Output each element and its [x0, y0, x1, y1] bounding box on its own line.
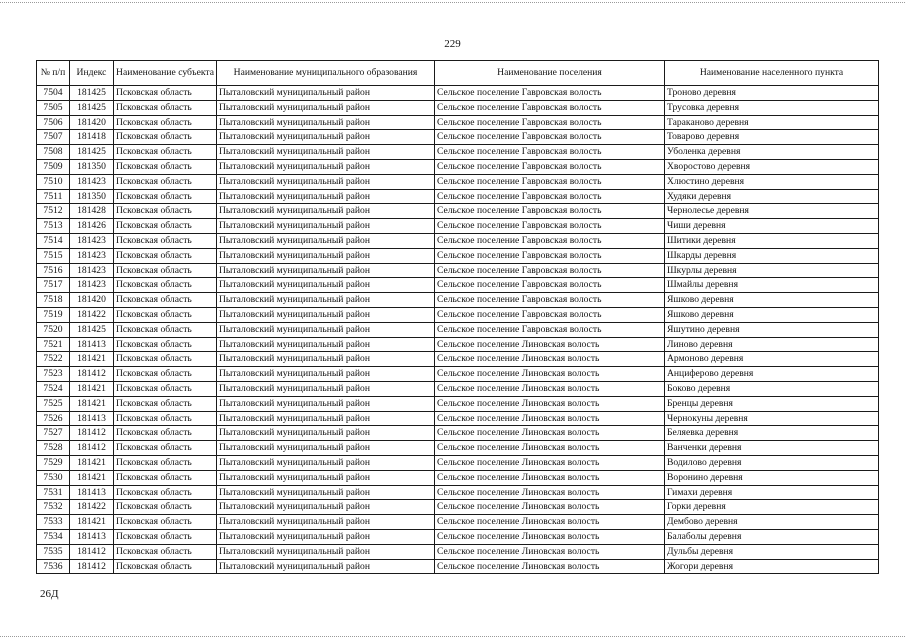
cell-locality: Дембово деревня [665, 515, 879, 530]
cell-subject: Псковская область [114, 352, 217, 367]
cell-number: 7526 [37, 411, 70, 426]
cell-subject: Псковская область [114, 367, 217, 382]
cell-settlement: Сельское поселение Гавровская волость [435, 293, 665, 308]
cell-number: 7534 [37, 529, 70, 544]
cell-number: 7510 [37, 174, 70, 189]
cell-municipality: Пыталовский муниципальный район [217, 219, 435, 234]
cell-municipality: Пыталовский муниципальный район [217, 485, 435, 500]
cell-locality: Чернокуны деревня [665, 411, 879, 426]
cell-number: 7504 [37, 86, 70, 101]
cell-municipality: Пыталовский муниципальный район [217, 307, 435, 322]
cell-municipality: Пыталовский муниципальный район [217, 411, 435, 426]
col-header-index: Индекс [70, 61, 114, 86]
cell-number: 7532 [37, 500, 70, 515]
cell-locality: Шкарды деревня [665, 248, 879, 263]
cell-subject: Псковская область [114, 322, 217, 337]
cell-settlement: Сельское поселение Гавровская волость [435, 130, 665, 145]
cell-index: 181420 [70, 115, 114, 130]
cell-subject: Псковская область [114, 278, 217, 293]
cell-locality: Уболенка деревня [665, 145, 879, 160]
cell-index: 181412 [70, 441, 114, 456]
cell-municipality: Пыталовский муниципальный район [217, 86, 435, 101]
table-row [37, 159, 879, 174]
cell-subject: Псковская область [114, 515, 217, 530]
cell-number: 7535 [37, 544, 70, 559]
cell-index: 181413 [70, 485, 114, 500]
cell-settlement: Сельское поселение Гавровская волость [435, 115, 665, 130]
cell-municipality: Пыталовский муниципальный район [217, 174, 435, 189]
cell-municipality: Пыталовский муниципальный район [217, 381, 435, 396]
cell-settlement: Сельское поселение Линовская волость [435, 441, 665, 456]
cell-subject: Псковская область [114, 189, 217, 204]
cell-number: 7530 [37, 470, 70, 485]
cell-number: 7518 [37, 293, 70, 308]
cell-municipality: Пыталовский муниципальный район [217, 559, 435, 574]
cell-settlement: Сельское поселение Линовская волость [435, 352, 665, 367]
cell-subject: Псковская область [114, 100, 217, 115]
cell-subject: Псковская область [114, 470, 217, 485]
cell-municipality: Пыталовский муниципальный район [217, 233, 435, 248]
table-row [37, 529, 879, 544]
cell-locality: Водилово деревня [665, 455, 879, 470]
cell-locality: Боково деревня [665, 381, 879, 396]
cell-settlement: Сельское поселение Гавровская волость [435, 159, 665, 174]
cell-locality: Яшутино деревня [665, 322, 879, 337]
table-row [37, 293, 879, 308]
cell-settlement: Сельское поселение Гавровская волость [435, 204, 665, 219]
table-row [37, 115, 879, 130]
cell-locality: Балаболы деревня [665, 529, 879, 544]
cell-municipality: Пыталовский муниципальный район [217, 515, 435, 530]
cell-number: 7522 [37, 352, 70, 367]
cell-municipality: Пыталовский муниципальный район [217, 470, 435, 485]
table-row [37, 352, 879, 367]
cell-subject: Псковская область [114, 441, 217, 456]
cell-number: 7517 [37, 278, 70, 293]
cell-municipality: Пыталовский муниципальный район [217, 529, 435, 544]
cell-number: 7525 [37, 396, 70, 411]
cell-locality: Тараканово деревня [665, 115, 879, 130]
cell-locality: Хлюстино деревня [665, 174, 879, 189]
cell-index: 181418 [70, 130, 114, 145]
cell-settlement: Сельское поселение Линовская волость [435, 500, 665, 515]
table-row [37, 100, 879, 115]
cell-settlement: Сельское поселение Гавровская волость [435, 145, 665, 160]
cell-number: 7513 [37, 219, 70, 234]
cell-subject: Псковская область [114, 159, 217, 174]
cell-subject: Псковская область [114, 337, 217, 352]
table-row [37, 337, 879, 352]
cell-municipality: Пыталовский муниципальный район [217, 544, 435, 559]
table-row [37, 515, 879, 530]
table-row [37, 367, 879, 382]
cell-number: 7505 [37, 100, 70, 115]
cell-subject: Псковская область [114, 86, 217, 101]
cell-locality: Чиши деревня [665, 219, 879, 234]
cell-subject: Псковская область [114, 544, 217, 559]
cell-settlement: Сельское поселение Линовская волость [435, 485, 665, 500]
cell-settlement: Сельское поселение Линовская волость [435, 559, 665, 574]
cell-settlement: Сельское поселение Гавровская волость [435, 248, 665, 263]
cell-settlement: Сельское поселение Линовская волость [435, 337, 665, 352]
cell-locality: Чернолесье деревня [665, 204, 879, 219]
cell-locality: Бренцы деревня [665, 396, 879, 411]
cell-subject: Псковская область [114, 426, 217, 441]
cell-number: 7520 [37, 322, 70, 337]
table-row [37, 470, 879, 485]
cell-municipality: Пыталовский муниципальный район [217, 455, 435, 470]
cell-locality: Худяки деревня [665, 189, 879, 204]
cell-locality: Гимахи деревня [665, 485, 879, 500]
cell-index: 181423 [70, 263, 114, 278]
cell-number: 7507 [37, 130, 70, 145]
cell-locality: Шмайлы деревня [665, 278, 879, 293]
cell-subject: Псковская область [114, 219, 217, 234]
cell-locality: Горки деревня [665, 500, 879, 515]
cell-index: 181422 [70, 500, 114, 515]
cell-locality: Армоново деревня [665, 352, 879, 367]
cell-settlement: Сельское поселение Линовская волость [435, 529, 665, 544]
cell-settlement: Сельское поселение Гавровская волость [435, 307, 665, 322]
cell-number: 7508 [37, 145, 70, 160]
cell-settlement: Сельское поселение Линовская волость [435, 470, 665, 485]
cell-municipality: Пыталовский муниципальный район [217, 204, 435, 219]
settlements-table [36, 60, 879, 574]
cell-subject: Псковская область [114, 145, 217, 160]
cell-municipality: Пыталовский муниципальный район [217, 367, 435, 382]
table-row [37, 145, 879, 160]
table-row [37, 455, 879, 470]
cell-municipality: Пыталовский муниципальный район [217, 145, 435, 160]
cell-locality: Беляевка деревня [665, 426, 879, 441]
table-row [37, 426, 879, 441]
cell-settlement: Сельское поселение Гавровская волость [435, 322, 665, 337]
cell-municipality: Пыталовский муниципальный район [217, 500, 435, 515]
cell-locality: Троново деревня [665, 86, 879, 101]
cell-municipality: Пыталовский муниципальный район [217, 293, 435, 308]
cell-settlement: Сельское поселение Гавровская волость [435, 189, 665, 204]
cell-index: 181426 [70, 219, 114, 234]
cell-number: 7528 [37, 441, 70, 456]
cell-index: 181413 [70, 411, 114, 426]
cell-number: 7519 [37, 307, 70, 322]
cell-index: 181425 [70, 145, 114, 160]
cell-municipality: Пыталовский муниципальный район [217, 248, 435, 263]
cell-settlement: Сельское поселение Гавровская волость [435, 100, 665, 115]
cell-index: 181423 [70, 248, 114, 263]
cell-subject: Псковская область [114, 500, 217, 515]
cell-index: 181425 [70, 100, 114, 115]
table-row [37, 322, 879, 337]
cell-index: 181422 [70, 307, 114, 322]
cell-municipality: Пыталовский муниципальный район [217, 100, 435, 115]
cell-index: 181421 [70, 396, 114, 411]
table-row [37, 441, 879, 456]
cell-index: 181423 [70, 278, 114, 293]
cell-number: 7529 [37, 455, 70, 470]
cell-municipality: Пыталовский муниципальный район [217, 322, 435, 337]
cell-subject: Псковская область [114, 263, 217, 278]
scan-edge-bottom [0, 636, 905, 637]
cell-index: 181421 [70, 352, 114, 367]
cell-number: 7521 [37, 337, 70, 352]
cell-municipality: Пыталовский муниципальный район [217, 337, 435, 352]
table-row [37, 86, 879, 101]
table-row [37, 219, 879, 234]
cell-index: 181412 [70, 367, 114, 382]
cell-municipality: Пыталовский муниципальный район [217, 189, 435, 204]
cell-municipality: Пыталовский муниципальный район [217, 441, 435, 456]
cell-number: 7511 [37, 189, 70, 204]
cell-locality: Дульбы деревня [665, 544, 879, 559]
cell-settlement: Сельское поселение Гавровская волость [435, 263, 665, 278]
cell-locality: Шкурлы деревня [665, 263, 879, 278]
cell-municipality: Пыталовский муниципальный район [217, 130, 435, 145]
table-row [37, 189, 879, 204]
cell-index: 181413 [70, 337, 114, 352]
cell-index: 181428 [70, 204, 114, 219]
cell-locality: Жогори деревня [665, 559, 879, 574]
cell-locality: Трусовка деревня [665, 100, 879, 115]
cell-index: 181425 [70, 322, 114, 337]
cell-subject: Псковская область [114, 293, 217, 308]
cell-settlement: Сельское поселение Гавровская волость [435, 86, 665, 101]
cell-index: 181421 [70, 455, 114, 470]
scan-edge-top [0, 2, 905, 3]
cell-subject: Псковская область [114, 204, 217, 219]
table-row [37, 500, 879, 515]
cell-number: 7531 [37, 485, 70, 500]
cell-index: 181412 [70, 559, 114, 574]
cell-number: 7509 [37, 159, 70, 174]
cell-subject: Псковская область [114, 396, 217, 411]
cell-subject: Псковская область [114, 130, 217, 145]
cell-municipality: Пыталовский муниципальный район [217, 159, 435, 174]
cell-settlement: Сельское поселение Гавровская волость [435, 174, 665, 189]
cell-subject: Псковская область [114, 529, 217, 544]
cell-index: 181423 [70, 174, 114, 189]
page-number: 229 [444, 38, 461, 50]
cell-municipality: Пыталовский муниципальный район [217, 263, 435, 278]
table-row [37, 544, 879, 559]
footer-code: 26Д [40, 588, 59, 600]
table-row [37, 307, 879, 322]
cell-settlement: Сельское поселение Линовская волость [435, 426, 665, 441]
cell-number: 7524 [37, 381, 70, 396]
cell-number: 7516 [37, 263, 70, 278]
cell-subject: Псковская область [114, 233, 217, 248]
cell-settlement: Сельское поселение Гавровская волость [435, 233, 665, 248]
cell-subject: Псковская область [114, 411, 217, 426]
cell-index: 181350 [70, 159, 114, 174]
cell-index: 181413 [70, 529, 114, 544]
cell-municipality: Пыталовский муниципальный район [217, 396, 435, 411]
cell-locality: Яшково деревня [665, 307, 879, 322]
table-row [37, 130, 879, 145]
cell-number: 7506 [37, 115, 70, 130]
cell-number: 7523 [37, 367, 70, 382]
cell-settlement: Сельское поселение Линовская волость [435, 396, 665, 411]
col-header-municipality: Наименование муниципального образования [217, 61, 435, 86]
table-row [37, 396, 879, 411]
cell-municipality: Пыталовский муниципальный район [217, 352, 435, 367]
cell-subject: Псковская область [114, 381, 217, 396]
cell-subject: Псковская область [114, 455, 217, 470]
table-row [37, 381, 879, 396]
cell-settlement: Сельское поселение Линовская волость [435, 411, 665, 426]
cell-locality: Товарово деревня [665, 130, 879, 145]
table-row [37, 248, 879, 263]
cell-locality: Хворостово деревня [665, 159, 879, 174]
cell-municipality: Пыталовский муниципальный район [217, 426, 435, 441]
col-header-settlement: Наименование поселения [435, 61, 665, 86]
table-row [37, 411, 879, 426]
table-row [37, 263, 879, 278]
col-header-subject: Наименование субъекта [114, 61, 217, 86]
cell-number: 7514 [37, 233, 70, 248]
col-header-locality: Наименование населенного пункта [665, 61, 879, 86]
cell-number: 7515 [37, 248, 70, 263]
table-row [37, 278, 879, 293]
cell-settlement: Сельское поселение Линовская волость [435, 544, 665, 559]
cell-municipality: Пыталовский муниципальный район [217, 278, 435, 293]
cell-settlement: Сельское поселение Гавровская волость [435, 278, 665, 293]
cell-subject: Псковская область [114, 174, 217, 189]
cell-locality: Воронино деревня [665, 470, 879, 485]
cell-settlement: Сельское поселение Линовская волость [435, 367, 665, 382]
table-body [37, 86, 879, 574]
cell-locality: Линово деревня [665, 337, 879, 352]
cell-locality: Яшково деревня [665, 293, 879, 308]
table-row [37, 174, 879, 189]
cell-subject: Псковская область [114, 559, 217, 574]
cell-index: 181421 [70, 381, 114, 396]
cell-settlement: Сельское поселение Линовская волость [435, 455, 665, 470]
cell-subject: Псковская область [114, 115, 217, 130]
cell-number: 7527 [37, 426, 70, 441]
cell-index: 181420 [70, 293, 114, 308]
cell-index: 181412 [70, 426, 114, 441]
cell-index: 181350 [70, 189, 114, 204]
table-row [37, 559, 879, 574]
cell-index: 181421 [70, 515, 114, 530]
cell-number: 7536 [37, 559, 70, 574]
cell-subject: Псковская область [114, 307, 217, 322]
col-header-number: № п/п [37, 61, 70, 86]
cell-settlement: Сельское поселение Линовская волость [435, 515, 665, 530]
cell-locality: Анциферово деревня [665, 367, 879, 382]
cell-number: 7533 [37, 515, 70, 530]
table-row [37, 233, 879, 248]
cell-locality: Шитики деревня [665, 233, 879, 248]
cell-index: 181421 [70, 470, 114, 485]
table-row [37, 485, 879, 500]
cell-index: 181425 [70, 86, 114, 101]
table-header-row [37, 61, 879, 86]
cell-subject: Псковская область [114, 485, 217, 500]
cell-settlement: Сельское поселение Линовская волость [435, 381, 665, 396]
cell-municipality: Пыталовский муниципальный район [217, 115, 435, 130]
table-row [37, 204, 879, 219]
cell-number: 7512 [37, 204, 70, 219]
cell-index: 181412 [70, 544, 114, 559]
cell-index: 181423 [70, 233, 114, 248]
cell-settlement: Сельское поселение Гавровская волость [435, 219, 665, 234]
cell-subject: Псковская область [114, 248, 217, 263]
cell-locality: Ванченки деревня [665, 441, 879, 456]
